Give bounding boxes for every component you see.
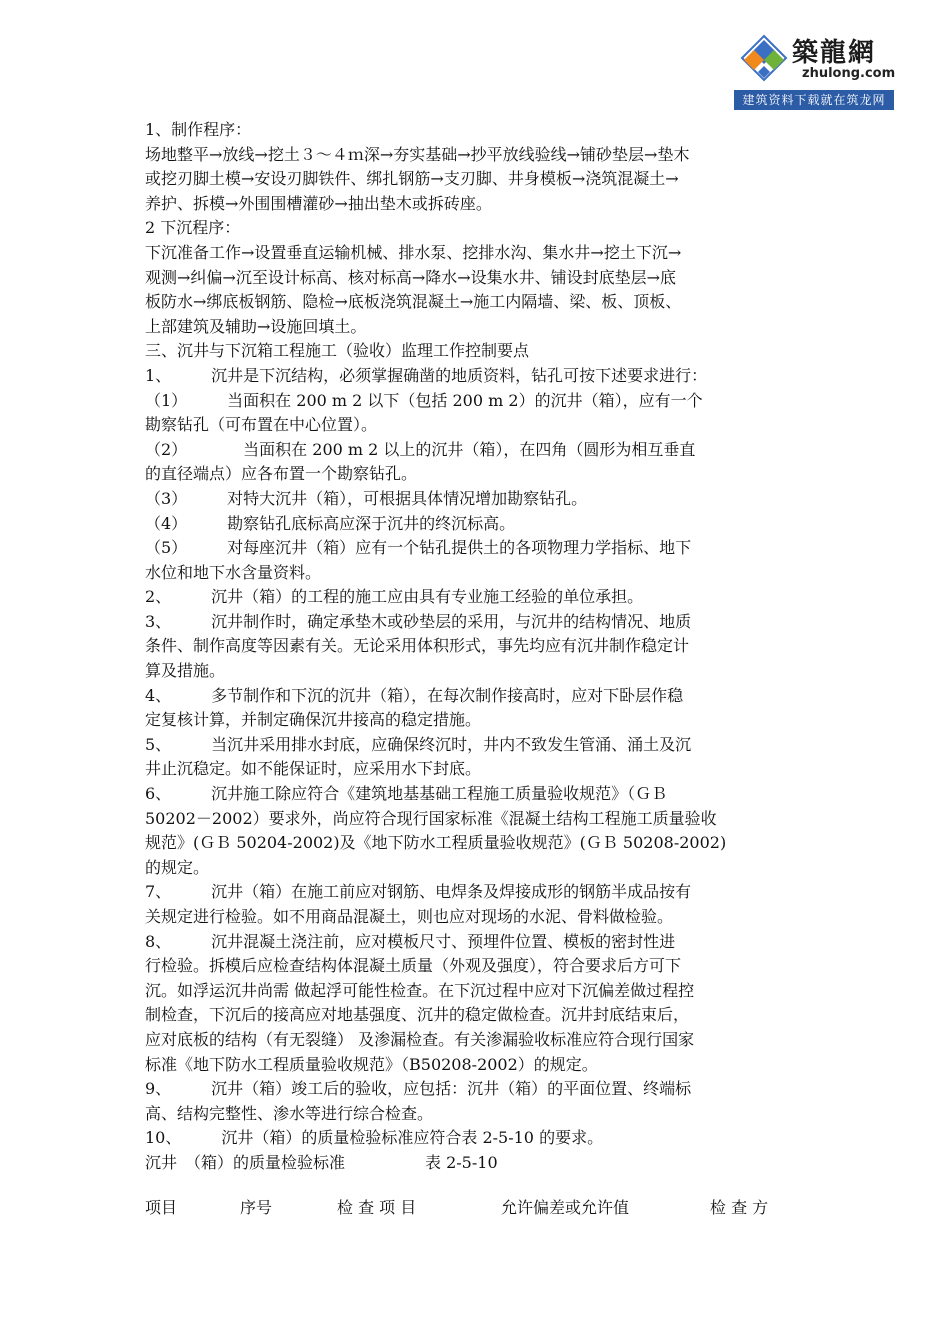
text-line: 条件、制作高度等因素有关。无论采用体积形式，事先均应有沉井制作稳定计 bbox=[145, 636, 690, 656]
col-method: 检 查 方 bbox=[710, 1198, 769, 1217]
text-line: 算及措施。 bbox=[145, 661, 226, 681]
text-line: （4） 勘察钻孔底标高应深于沉井的终沉标高。 bbox=[145, 513, 516, 533]
text-line: 的规定。 bbox=[145, 857, 210, 877]
document-body bbox=[145, 118, 815, 1176]
text-line: （2） 当面积在 200 m 2 以上的沉井（箱），在四角（圆形为相互垂直 bbox=[145, 439, 696, 459]
text-line: 板防水→绑底板钢筋、隐检→底板浇筑混凝土→施工内隔墙、梁、板、顶板、 bbox=[145, 292, 682, 312]
text-line: （5） 对每座沉井（箱）应有一个钻孔提供土的各项物理力学指标、地下 bbox=[145, 538, 692, 558]
text-line: 3、 沉井制作时，确定承垫木或砂垫层的采用，与沉井的结构情况、地质 bbox=[145, 611, 692, 631]
text-line: 10、 沉井（箱）的质量检验标准应符合表 2-5-10 的要求。 bbox=[145, 1128, 604, 1148]
text-line: 5、 当沉井采用排水封底，应确保终沉时，井内不致发生管涌、涌土及沉 bbox=[145, 734, 692, 754]
text-line: 观测→纠偏→沉至设计标高、核对标高→降水→设集水井、铺设封底垫层→底 bbox=[145, 267, 677, 287]
text-line: 养护、拆模→外围围槽灌砂→抽出垫木或拆砖座。 bbox=[145, 193, 492, 213]
col-item: 检 查 项 目 bbox=[337, 1198, 417, 1217]
text-line: 水位和地下水含量资料。 bbox=[145, 562, 322, 582]
text-line: 6、 沉井施工除应符合《建筑地基基础工程施工质量验收规范》（ＧＢ bbox=[145, 784, 668, 804]
text-line: 制检查，下沉后的接高应对地基强度、沉井的稳定做检查。沉井封底结束后， bbox=[145, 1005, 690, 1025]
text-line: 场地整平→放线→挖土３～４ｍ深→夯实基础→抄平放线验线→铺砂垫层→垫木 bbox=[145, 144, 690, 164]
text-line: 关规定进行检验。如不用商品混凝土，则也应对现场的水泥、骨料做检验。 bbox=[145, 907, 674, 926]
text-line: 沉井 （箱）的质量检验标准 表 2-5-10 bbox=[145, 1152, 498, 1172]
logo-name: 築龍網 bbox=[792, 38, 877, 68]
text-line: 应对底板的结构（有无裂缝） 及渗漏检查。有关渗漏验收标准应符合现行国家 bbox=[145, 1029, 695, 1049]
text-line: 8、 沉井混凝土浇注前，应对模板尺寸、预埋件位置、模板的密封性进 bbox=[145, 931, 676, 951]
logo-domain: zhulong.com bbox=[802, 66, 896, 81]
text-line: 的直径端点）应各布置一个勘察钻孔。 bbox=[145, 464, 418, 484]
logo-diamond-icon bbox=[740, 34, 788, 82]
text-line: 规范》(ＧＢ 50204-2002)及《地下防水工程质量验收规范》(ＧＢ 50208-2002) bbox=[145, 833, 727, 853]
text-line: （1） 当面积在 200 m 2 以下（包括 200 m 2）的沉井（箱），应有一个 bbox=[145, 390, 703, 410]
zhulong-logo bbox=[734, 20, 894, 110]
col-tolerance: 允许偏差或允许值 bbox=[501, 1198, 630, 1217]
text-line: 标准《地下防水工程质量验收规范》（B50208-2002）的规定。 bbox=[145, 1054, 598, 1074]
text-line: 2 下沉程序： bbox=[145, 218, 241, 238]
text-line: 2、 沉井（箱）的工程的施工应由具有专业施工经验的单位承担。 bbox=[145, 587, 644, 607]
text-line: 高、结构完整性、渗水等进行综合检查。 bbox=[145, 1103, 434, 1123]
col-seq: 序号 bbox=[240, 1198, 273, 1217]
text-line: 勘察钻孔（可布置在中心位置）。 bbox=[145, 415, 378, 435]
text-line: （3） 对特大沉井（箱），可根据具体情况增加勘察钻孔。 bbox=[145, 488, 588, 508]
text-line: 井止沉稳定。如不能保证时，应采用水下封底。 bbox=[145, 759, 482, 779]
text-line: 1、制作程序： bbox=[145, 120, 252, 139]
text-line: 行检验。拆模后应检查结构体混凝土质量（外观及强度），符合要求后方可下 bbox=[145, 956, 682, 976]
text-line: 沉。如浮运沉井尚需 做起浮可能性检查。在下沉过程中应对下沉偏差做过程控 bbox=[145, 980, 695, 1000]
text-line: 1、 沉井是下沉结构，必须掌握确凿的地质资料，钻孔可按下述要求进行： bbox=[145, 365, 708, 385]
logo-tagline: 建筑资料下载就在筑龙网 bbox=[734, 90, 894, 110]
text-line: 或挖刃脚土模→安设刃脚铁件、绑扎钢筋→支刃脚、井身模板→浇筑混凝土→ bbox=[145, 169, 679, 189]
col-project: 项目 bbox=[145, 1198, 178, 1217]
text-line: 上部建筑及辅助→设施回填土。 bbox=[145, 316, 367, 336]
text-line: 下沉准备工作→设置垂直运输机械、排水泵、挖排水沟、集水井→挖土下沉→ bbox=[145, 242, 682, 262]
text-line: 9、 沉井（箱）竣工后的验收，应包括：沉井（箱）的平面位置、终端标 bbox=[145, 1079, 692, 1099]
text-line: 定复核计算，并制定确保沉井接高的稳定措施。 bbox=[145, 710, 482, 730]
text-line: 4、 多节制作和下沉的沉井（箱），在每次制作接高时，应对下卧层作稳 bbox=[145, 685, 684, 705]
logo-top bbox=[734, 20, 894, 90]
text-line: 7、 沉井（箱）在施工前应对钢筋、电焊条及焊接成形的钢筋半成品按有 bbox=[145, 882, 692, 902]
text-line: 三、沉井与下沉箱工程施工（验收）监理工作控制要点 bbox=[145, 341, 530, 361]
text-line: 50202－2002）要求外，尚应符合现行国家标准《混凝土结构工程施工质量验收 bbox=[145, 808, 717, 828]
